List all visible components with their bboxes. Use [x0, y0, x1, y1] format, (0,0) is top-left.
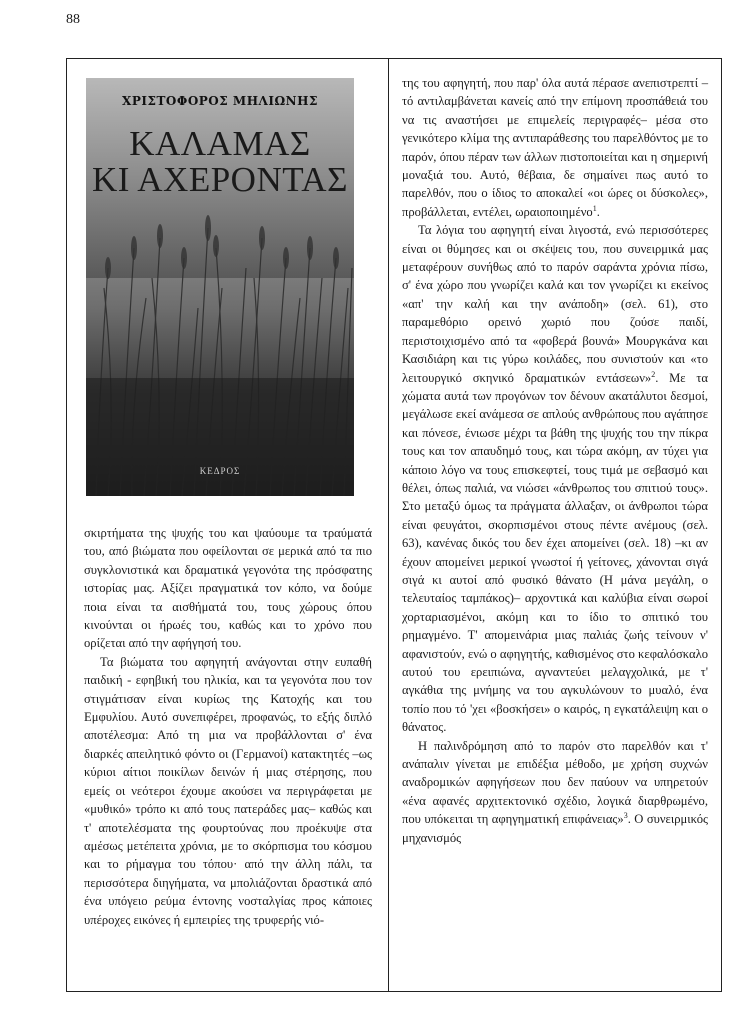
- paragraph-text: .: [596, 204, 600, 219]
- paragraph: [402, 221, 708, 736]
- paragraph: [402, 74, 708, 221]
- right-column: [402, 74, 708, 847]
- cover-title-line-1: ΚΑΛΑΜΑΣ: [129, 124, 311, 163]
- left-column: [84, 524, 372, 929]
- column-divider: [388, 58, 389, 992]
- cover-title-line-2: ΚΙ ΑΧΕΡΟΝΤΑΣ: [92, 160, 348, 199]
- paragraph-text: Τα λόγια του αφηγητή είναι λιγοστά, ενώ περισσότερες είναι οι θύμησες και οι σκέψεις του, που συνειρμικά μας μεταφέρουν συνήθως από το παρόν σαράντα χρόνια πίσω, σ' ένα χώρο που γνωρίζει καλά και τον γνωρίζει κι εκείνος «απ' την καλή και την ανάποδη» (σελ. 61), στο παραμεθόριο ορεινό χωριό που ζούσε παιδί, περιστοιχισμένο από τα «φοβερά βουνά» Μουργκάνα και Κασιδιάρη και τις γύρω κοιλάδες, που συνιστούν και «το λειτουργικό σκηνικό δραματικών εντάσεων»: [402, 223, 708, 385]
- cover-author: ΧΡΙΣΤΟΦΟΡΟΣ ΜΗΛΙΩΝΗΣ: [122, 94, 318, 108]
- cover-title: [86, 126, 354, 198]
- cover-publisher: ΚΕΔΡΟΣ: [199, 466, 241, 476]
- page-number: 88: [66, 12, 80, 27]
- paragraph-text: . Με τα χώματα αυτά των προγόνων τον δένουν ακατάλυτοι δεσμοί, μεγάλωσε εκεί ανάμεσα σε απλούς ανθρώπους που αγάπησε και πόνεσε, ένιωσε μέχρι τα βάθη της ψυχής του την πίκρα τους και τον απαυδημό τους, και τώρα ακόμη, αν τύχει για κάποιο λόγο να τους επισκεφτεί, τους τιμά με σεβασμό και θέλει, όπως παλιά, να νιώσει «άνθρωπος του σπιτιού τους». Στο μεταξύ όμως τα πράγματα άλλαξαν, οι άνθρωποι τώρα είναι φευγάτοι, σκορπισμένοι στους πέντε ανέμους (σελ. 63), κανένας δικός του δεν έχει απομείνει (σελ. 18) –κι αν έχουν απομείνει μερικοί γνωστοί ή γείτονες, χάνονται σιγά σιγά κι αυτοί από φυσικό θάνατο (Η μάνα μεγάλη, ο τελευταίος ταμπάκος)– αρχοντικά και καλύβια είναι σωροί χορταριασμένοι, ακόμη και το ίδιο το σπιτικό του ρημαγμένο. Τ' απομεινάρια μιας παλιάς ζωής τείνουν ν' αφανιστούν, ενώ ο αφηγητής, καθισμένος στο κεφαλόσκαλο αυτού του ερειπιώνα, αγναντεύει μελαγχολικά, με τ' αγκάθια της μνήμης να του αγκυλώνουν το μυαλό, ένα τοπίο που τό 'χει «βοσκήσει» ο καιρός, η εγκατάλειψη και ο θάνατος.: [402, 370, 708, 735]
- footnote-marker: 2: [651, 369, 656, 379]
- paragraph: Τα βιώματα του αφηγητή ανάγονται στην ευπαθή παιδική - εφηβική του ηλικία, και τα γεγονότα που τον στιγμάτισαν είναι κυρίως της Κατοχής και του Εμφυλίου. Αυτό συνεπιφέρει, προφανώς, το εξής διπλό αποτέλεσμα: Από τη μια να προβάλλονται σ' ένα διαρκές απειλητικό φόντο οι (Γερμανοί) κατακτητές –ως κύριοι αίτιοι ποικίλων δεινών ή μιας στέρησης, που εμείς οι νεότεροι έχουμε ακούσει να περιγράφεται με «μυθικό» τρόπο κι από τους πατεράδες μας– καθώς και τ' αποτελέσματα της φουρτούνας που προέκυψε στα αμέσως μετέπειτα χρόνια, με το σκόρπισμα του κόσμου και το ρήμαγμα του τόπου· από την άλλη πάλι, τα περισσότερα διηγήματα, να μπολιάζονται δραστικά από ένα υπόγειο ρεύμα έντονης νοσταλγίας προς κάποιες υπέροχες εικόνες ή εμπειρίες της τρυφερής νιό-: [84, 654, 372, 927]
- footnote-marker: 1: [592, 203, 597, 213]
- paragraph-text: . Ο συνειρμικός μηχανισμός: [402, 812, 708, 845]
- paragraph: [402, 737, 708, 847]
- paragraph-text: της του αφηγητή, που παρ' όλα αυτά πέρασε ανεπιστρεπτί –τό αντιλαμβάνεται κανείς από την επίμονη προσπάθειά του να τις αναστήσει με επιμελείς περιγραφές– μέσα στο γενικότερο κλίμα της αντιπαράθεσης του παρελθόντος με το παρόν, όπου πέραν των άλλων πιστοποιείται και η σημερινή μοναξιά του. Αυτό, θέβαια, δε σημαίνει πως αυτό το παρελθόν, που ο ίδιος το αποκαλεί «οι ώρες οι δύσκολες», προβάλλεται, εντέλει, ωραιοποιημένο: [402, 76, 708, 219]
- paragraph-text: Η παλινδρόμηση από το παρόν στο παρελθόν και τ' ανάπαλιν γίνεται με επιδέξια μέθοδο, με χρήση συχνών αναδρομικών αφηγήσεων που δεν παύουν να υπηρετούν «ένα αφανές αρχιτεκτονικό σχέδιο, λογικά διαρθρωμένο, που υπόκειται τη αφηγηματική επιφάνειας»: [402, 738, 708, 827]
- book-cover-image: [86, 78, 354, 496]
- paragraph: σκιρτήματα της ψυχής του και ψαύουμε τα τραύματά του, από βιώματα που οφείλονται σε μερικά από τα πιο συγκλονιστικά και δραματικά γεγονότα της πρόσφατης ιστορίας μας. Αξίζει πραγματικά τον κόπο, να δούμε ποια είναι τα αισθήματά του, τους χώρους όπου κινούνται οι ήρωές του, καθώς και το χρόνο που ορίζεται από την αφήγησή του.: [84, 526, 372, 651]
- footnote-marker: 3: [623, 811, 628, 821]
